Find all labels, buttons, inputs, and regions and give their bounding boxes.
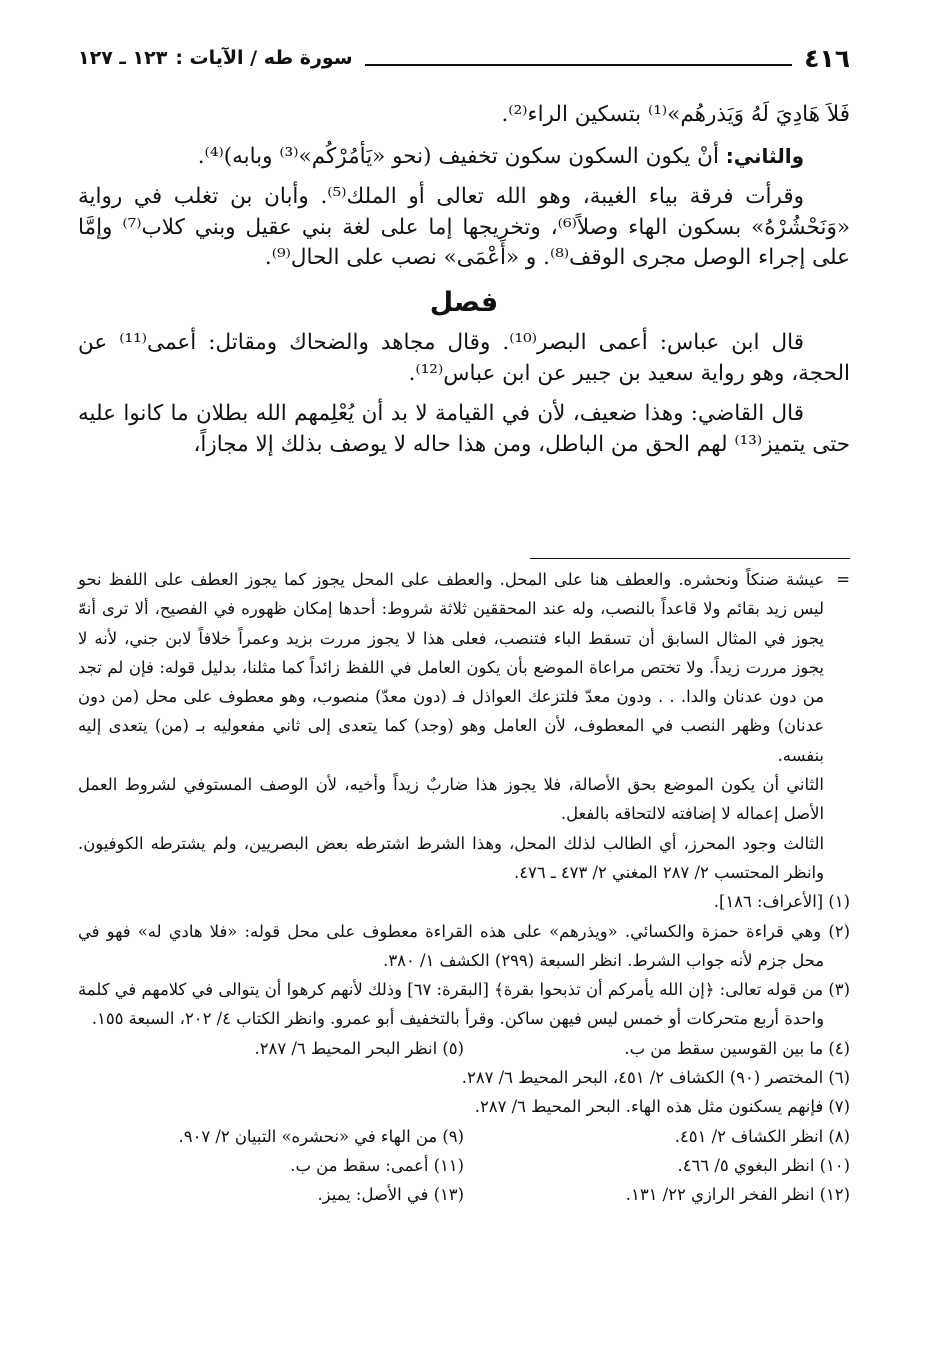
- footnote: (١١) أعمى: سقط من ب.: [290, 1155, 464, 1175]
- footnote: (١) [الأعراف: ١٨٦].: [713, 892, 850, 912]
- paragraph: وقرأت فرقة بياء الغيبة، وهو الله تعالى أو الملك⁽⁵⁾. وأبان بن تغلب في رواية «وَنَحْشُرْهُ» بسكون الهاء وصلاً⁽⁶⁾، وتخريجها إما على لغة بني عقيل وبني كلاب⁽⁷⁾ وإمَّا على إجراء الوصل مجرى الوقف⁽⁸⁾. و «أَعْمَى» نصب على الحال⁽⁹⁾.: [78, 184, 850, 270]
- footnote-text: عيشة ضنكاً ونحشره. والعطف هنا على المحل. والعطف على المحل يجوز كما يجوز العطف على اللفظ نحو ليس زيد بقائم ولا قاعداً بالنصب، وله عند المحققين ثلاثة شروط: أحدها إمكان ظهوره في الفصيح، ألا ترى أنهّ يجوز في المثال السابق أن تسقط الباء فتنصب، فعلى هذا لا يجوز مررت بزيد وعمراً خلافاً لابن جني، لأنه لا يجوز مررت زيداً. ولا تختص مراعاة الموضع بأن يكون العامل في اللفظ زائداً كما مثلنا، بدليل قوله: فإن لم تجد من دون عدنان والدا. . . ودون معدّ فلتزعك العواذل فـ (دون معدّ) منصوب، وهو معطوف على محل (من دون عدنان) وظهر النصب في المعطوف، لأن العامل وهو (وجد) كما يتعدى إلى ثاني مفعوليه بـ (من) يتعدى إليه بنفسه.: [78, 570, 824, 765]
- surah-title: سورة طه / الآيات :: [175, 47, 353, 69]
- footnote: (٦) المختصر (٩٠) الكشاف ٢/ ٤٥١، البحر المحيط ٦/ ٢٨٧.: [461, 1068, 850, 1088]
- paragraph: [78, 141, 850, 173]
- footnote: (١٣) في الأصل: يميز.: [317, 1185, 464, 1205]
- header-rule: [365, 64, 793, 66]
- paragraph: قال ابن عباس: أعمى البصر⁽¹⁰⁾. وقال مجاهد والضحاك ومقاتل: أعمى⁽¹¹⁾ عن الحجة، وهو رواية سعيد بن جبير عن ابن عباس⁽¹²⁾.: [78, 330, 850, 386]
- footnote-continuation: الثاني أن يكون الموضع بحق الأصالة، فلا يجوز هذا ضاربٌ زيداً وأخيه، لأن الوصف المستوفي لشروط العمل الأصل إعماله لا إضافته لالتحاقه بالفعل.: [78, 775, 824, 824]
- footnote-continuation: [78, 565, 850, 770]
- footnote: (٣) من قوله تعالى: ﴿إن الله يأمركم أن تذبحوا بقرة﴾ [البقرة: ٦٧] وذلك لأنهم كرهوا أن يتوالى في كلامهم في كلمة واحدة أربع متحركات أو خمس ليس فيهن ساكن. وقرأ بالتخفيف أبو عمرو. وانظر الكتاب ٤/ ٢٠٢، السبعة ١٥٥.: [78, 980, 851, 1029]
- footnote-separator: [530, 558, 850, 559]
- footnote-row: [78, 1122, 850, 1151]
- paragraph: قال القاضي: وهذا ضعيف، لأن في القيامة لا بد أن يُعْلِمهم الله بطلان ما كانوا عليه حتى يتميز⁽¹³⁾ لهم الحق من الباطل، ومن هذا حاله لا يوصف بذلك إلا مجازاً،: [78, 401, 850, 457]
- verse-range: ١٢٣ ـ ١٢٧: [78, 47, 168, 69]
- footnote-row: [78, 1034, 850, 1063]
- page-number: ٤١٦: [804, 43, 850, 73]
- footnote: (١٠) انظر البغوي ٥/ ٤٦٦.: [677, 1155, 850, 1175]
- footnote: (٧) فإنهم يسكنون مثل هذه الهاء. البحر المحيط ٦/ ٢٨٧.: [474, 1097, 850, 1117]
- footnote: (٥) انظر البحر المحيط ٦/ ٢٨٧.: [254, 1038, 464, 1058]
- main-text: [78, 100, 850, 470]
- footnote: (١٢) انظر الفخر الرازي ٢٢/ ١٣١.: [625, 1185, 850, 1205]
- footnote: (٩) من الهاء في «نحشره» التبيان ٢/ ٩٠٧.: [178, 1126, 464, 1146]
- continuation-mark: =: [836, 570, 850, 589]
- footnotes: [78, 565, 850, 1210]
- running-header: [78, 40, 850, 76]
- footnote: (٤) ما بين القوسين سقط من ب.: [624, 1038, 850, 1058]
- paragraph-lead: والثاني:: [725, 143, 804, 168]
- paragraph: فَلاَ هَادِيَ لَهُ وَيَذرهُم»⁽¹⁾ بتسكين الراء⁽²⁾.: [501, 102, 850, 127]
- paragraph-text: أنْ يكون السكون سكون تخفيف (نحو «يَأمُرْكُم»⁽³⁾ وبابه)⁽⁴⁾.: [197, 143, 726, 169]
- section-heading: فصل: [429, 286, 499, 318]
- footnote-row: [78, 1151, 850, 1180]
- footnote-row: [78, 1180, 850, 1209]
- footnote: (٨) انظر الكشاف ٢/ ٤٥١.: [674, 1126, 850, 1146]
- footnote: (٢) وهي قراءة حمزة والكسائي. «ويذرهم» على هذه القراءة معطوف على محل قوله: «فلا هادي له» فهو في محل جزم لأنه جواب الشرط. انظر السبعة (٢٩٩) الكشف ١/ ٣٨٠.: [78, 921, 850, 970]
- footnote-continuation: الثالث وجود المحرز، أي الطالب لذلك المحل، وهذا الشرط اشترطه بعض البصريين، ولم يشترطه الكوفيون. وانظر المحتسب ٢/ ٢٨٧ المغني ٢/ ٤٧٣ ـ ٤٧٦.: [78, 833, 824, 882]
